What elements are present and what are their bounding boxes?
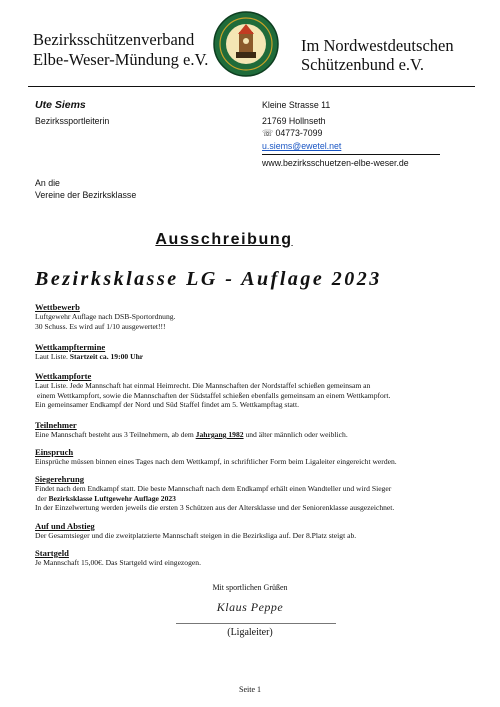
association-seal-logo <box>212 10 280 78</box>
section-line: Ein gemeinsamer Endkampf der Nord und Süd Staffel findet am 5. Wettkampftag statt. <box>35 400 299 410</box>
section-line: In der Einzelwertung werden jeweils die ersten 3 Schützen aus der Altersklasse und der Seniorenklasse ausgezeichnet. <box>35 503 395 513</box>
section-heading: Wettkampftermine <box>35 342 106 352</box>
federation-name-line1: Im Nordwestdeutschen <box>301 36 454 55</box>
signature: Klaus Peppe <box>216 600 284 614</box>
sender-website: www.bezirksschuetzen-elbe-weser.de <box>262 158 409 168</box>
header-divider <box>28 86 475 87</box>
recipient-line2: Vereine der Bezirksklasse <box>35 190 137 200</box>
section-startgeld <box>35 548 201 568</box>
section-line: Luftgewehr Auflage nach DSB-Sportordnung. <box>35 312 176 321</box>
sender-street: Kleine Strasse 11 <box>262 100 331 110</box>
section-siegerehrung <box>35 474 394 513</box>
section-line: Laut Liste. Jede Mannschaft hat einmal Heimrecht. Die Mannschaften der Nordstaffel schießen gemeinsam an <box>35 381 371 390</box>
section-line: Eine Mannschaft besteht aus 3 Teilnehmern, ab dem Jahrgang 1982 und älter männlich oder weiblich. <box>35 430 348 439</box>
association-name-line1: Bezirksschützenverband <box>33 30 195 49</box>
section-heading: Auf und Abstieg <box>35 521 95 531</box>
section-auf-und-abstieg <box>35 521 356 541</box>
section-wettkampftermine <box>35 342 143 362</box>
title-wrapper <box>0 231 448 249</box>
section-heading: Wettbewerb <box>35 302 80 312</box>
contact-divider <box>262 154 440 155</box>
sender-city: 21769 Hollnseth <box>262 116 326 126</box>
sender-name: Ute Siems <box>35 99 86 111</box>
federation-name-line2: Schützenbund e.V. <box>301 55 424 74</box>
section-einspruch <box>35 447 397 467</box>
section-heading: Startgeld <box>35 548 69 558</box>
section-heading: Teilnehmer <box>35 420 77 430</box>
recipient-line1: An die <box>35 178 60 188</box>
section-line: der Bezirksklasse Luftgewehr Auflage 2023 <box>35 493 176 503</box>
section-line: Einsprüche müssen binnen eines Tages nach dem Wettkampf, in schriftlicher Form beim Ligaleiter eingereicht werden. <box>35 457 397 466</box>
page-number: Seite 1 <box>239 685 261 694</box>
section-line: 30 Schuss. Es wird auf 1/10 ausgewertet!!! <box>35 321 166 331</box>
section-line: Der Gesamtsieger und die zweitplatzierte Mannschaft steigen in die Bezirksliga auf. Der 8.Platz steigt ab. <box>35 531 357 540</box>
section-line: Findet nach dem Endkampf statt. Die beste Mannschaft nach dem Endkampf erhält einen Wandteller und wird Sieger <box>35 484 392 493</box>
section-line: Laut Liste. Startzeit ca. 19:00 Uhr <box>35 352 144 361</box>
phone-icon: ☏ <box>262 128 274 138</box>
section-line: einem Wettkampfort, sowie die Mannschaften der Südstaffel schießen ebenfalls gemeinsam an einem Wettkampfort. <box>35 390 391 400</box>
sender-role: Bezirkssportleiterin <box>35 116 110 126</box>
sender-phone: ☏ 04773-7099 <box>262 128 323 138</box>
document-subtitle: Bezirksklasse LG - Auflage 2023 <box>35 268 382 290</box>
section-heading: Wettkampforte <box>35 371 92 381</box>
document-title: Ausschreibung <box>155 231 293 248</box>
section-teilnehmer <box>35 420 348 440</box>
closing-greeting: Mit sportlichen Grüßen <box>212 583 288 592</box>
sender-email-link[interactable]: u.siems@ewetel.net <box>262 141 342 151</box>
section-wettkampforte <box>35 371 390 410</box>
signature-line <box>176 623 336 624</box>
association-name-line2: Elbe-Weser-Mündung e.V. <box>33 50 209 69</box>
section-heading: Siegerehrung <box>35 474 85 484</box>
section-wettbewerb <box>35 302 175 331</box>
closing-role: (Ligaleiter) <box>227 627 273 638</box>
section-heading: Einspruch <box>35 447 74 457</box>
section-line: Je Mannschaft 15,00€. Das Startgeld wird eingezogen. <box>35 558 201 567</box>
